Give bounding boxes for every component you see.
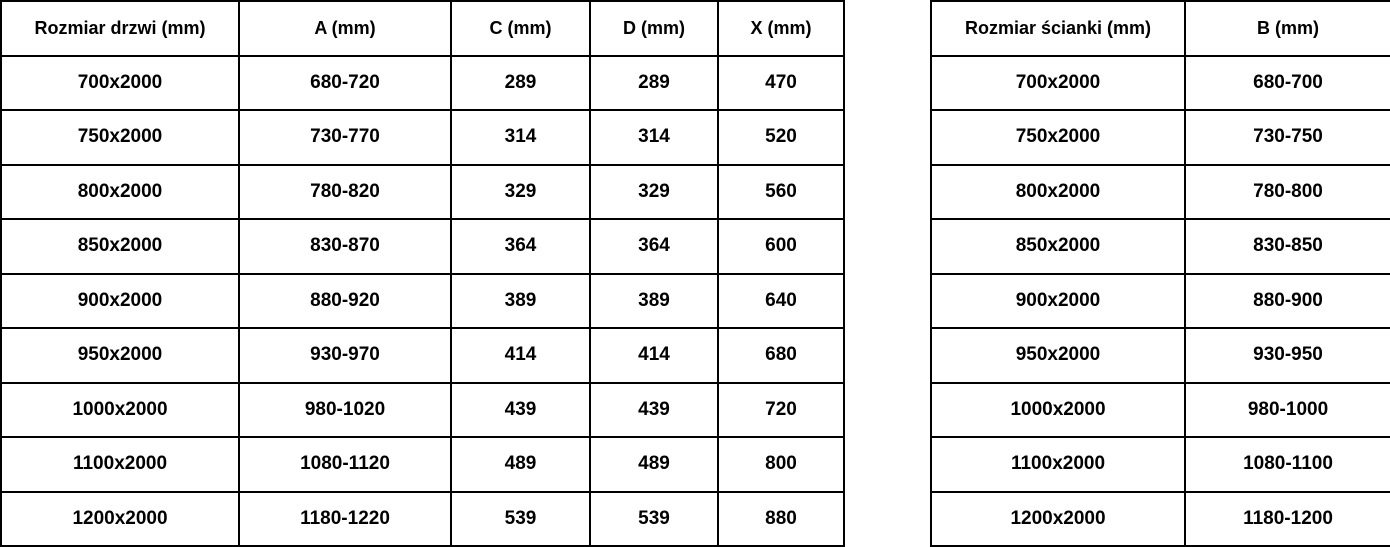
cell-b: 930-950 xyxy=(1185,328,1390,383)
cell-x: 520 xyxy=(718,110,844,165)
cell-c: 439 xyxy=(451,383,590,438)
cell-c: 389 xyxy=(451,274,590,329)
table-row xyxy=(1,219,844,274)
cell-c: 329 xyxy=(451,165,590,220)
cell-d: 389 xyxy=(590,274,718,329)
table-row xyxy=(1,437,844,492)
cell-d: 414 xyxy=(590,328,718,383)
table-row xyxy=(931,328,1390,383)
cell-a: 930-970 xyxy=(239,328,451,383)
table-row xyxy=(931,219,1390,274)
cell-a: 1180-1220 xyxy=(239,492,451,547)
table-row xyxy=(931,274,1390,329)
cell-door-size: 1200x2000 xyxy=(1,492,239,547)
cell-wall-size: 1200x2000 xyxy=(931,492,1185,547)
cell-wall-size: 850x2000 xyxy=(931,219,1185,274)
cell-x: 880 xyxy=(718,492,844,547)
column-header-b: B (mm) xyxy=(1185,1,1390,56)
cell-d: 439 xyxy=(590,383,718,438)
cell-door-size: 750x2000 xyxy=(1,110,239,165)
cell-a: 730-770 xyxy=(239,110,451,165)
cell-d: 364 xyxy=(590,219,718,274)
table-header-row xyxy=(1,1,844,56)
cell-x: 720 xyxy=(718,383,844,438)
cell-d: 489 xyxy=(590,437,718,492)
table-row xyxy=(931,56,1390,111)
cell-x: 680 xyxy=(718,328,844,383)
cell-wall-size: 1000x2000 xyxy=(931,383,1185,438)
cell-x: 800 xyxy=(718,437,844,492)
cell-b: 830-850 xyxy=(1185,219,1390,274)
cell-wall-size: 950x2000 xyxy=(931,328,1185,383)
cell-b: 780-800 xyxy=(1185,165,1390,220)
column-header-x: X (mm) xyxy=(718,1,844,56)
table-row xyxy=(931,437,1390,492)
cell-door-size: 900x2000 xyxy=(1,274,239,329)
table-row xyxy=(1,274,844,329)
cell-wall-size: 700x2000 xyxy=(931,56,1185,111)
column-header-d: D (mm) xyxy=(590,1,718,56)
table-row xyxy=(1,110,844,165)
cell-b: 980-1000 xyxy=(1185,383,1390,438)
table-header-row xyxy=(931,1,1390,56)
cell-door-size: 1000x2000 xyxy=(1,383,239,438)
cell-b: 1080-1100 xyxy=(1185,437,1390,492)
column-header-c: C (mm) xyxy=(451,1,590,56)
table-row xyxy=(931,492,1390,547)
cell-x: 640 xyxy=(718,274,844,329)
door-table-body xyxy=(1,56,844,547)
table-row xyxy=(931,165,1390,220)
wall-table-body xyxy=(931,56,1390,547)
table-row xyxy=(1,165,844,220)
cell-a: 880-920 xyxy=(239,274,451,329)
cell-wall-size: 800x2000 xyxy=(931,165,1185,220)
cell-door-size: 950x2000 xyxy=(1,328,239,383)
table-row xyxy=(1,328,844,383)
cell-c: 314 xyxy=(451,110,590,165)
cell-a: 780-820 xyxy=(239,165,451,220)
cell-door-size: 850x2000 xyxy=(1,219,239,274)
cell-c: 539 xyxy=(451,492,590,547)
cell-a: 1080-1120 xyxy=(239,437,451,492)
cell-c: 489 xyxy=(451,437,590,492)
cell-door-size: 1100x2000 xyxy=(1,437,239,492)
cell-door-size: 800x2000 xyxy=(1,165,239,220)
cell-c: 414 xyxy=(451,328,590,383)
cell-b: 730-750 xyxy=(1185,110,1390,165)
door-table-header xyxy=(1,1,844,56)
wall-dimensions-table xyxy=(930,0,1390,547)
table-row xyxy=(1,56,844,111)
cell-b: 880-900 xyxy=(1185,274,1390,329)
cell-b: 1180-1200 xyxy=(1185,492,1390,547)
cell-wall-size: 750x2000 xyxy=(931,110,1185,165)
table-row xyxy=(1,492,844,547)
column-header-a: A (mm) xyxy=(239,1,451,56)
cell-door-size: 700x2000 xyxy=(1,56,239,111)
cell-c: 289 xyxy=(451,56,590,111)
table-row xyxy=(931,110,1390,165)
wall-table-header xyxy=(931,1,1390,56)
cell-wall-size: 1100x2000 xyxy=(931,437,1185,492)
cell-d: 314 xyxy=(590,110,718,165)
cell-a: 980-1020 xyxy=(239,383,451,438)
cell-wall-size: 900x2000 xyxy=(931,274,1185,329)
cell-d: 289 xyxy=(590,56,718,111)
table-row xyxy=(931,383,1390,438)
cell-d: 539 xyxy=(590,492,718,547)
cell-x: 470 xyxy=(718,56,844,111)
column-header-door-size: Rozmiar drzwi (mm) xyxy=(1,1,239,56)
cell-a: 680-720 xyxy=(239,56,451,111)
cell-c: 364 xyxy=(451,219,590,274)
column-header-wall-size: Rozmiar ścianki (mm) xyxy=(931,1,1185,56)
cell-d: 329 xyxy=(590,165,718,220)
cell-b: 680-700 xyxy=(1185,56,1390,111)
cell-x: 560 xyxy=(718,165,844,220)
cell-a: 830-870 xyxy=(239,219,451,274)
cell-x: 600 xyxy=(718,219,844,274)
table-row xyxy=(1,383,844,438)
